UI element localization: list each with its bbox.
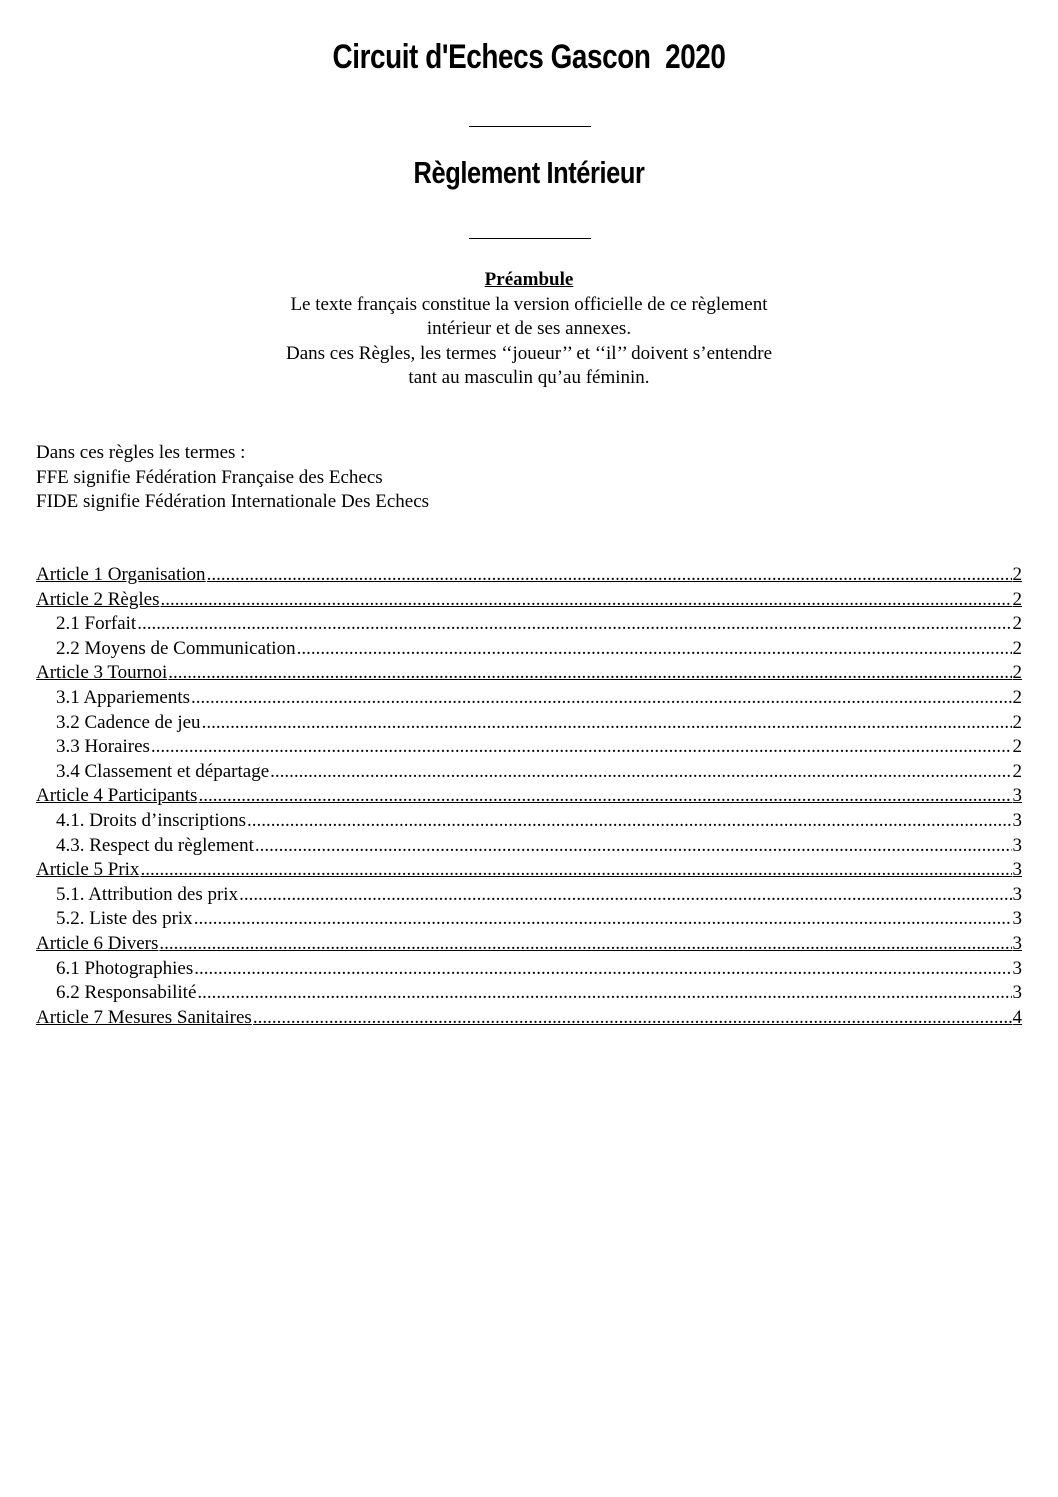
toc-page-number: 2 xyxy=(1012,686,1022,708)
toc-page-number: 2 xyxy=(1012,736,1022,758)
table-of-contents xyxy=(36,563,1022,1030)
toc-section-link[interactable] xyxy=(36,612,1022,637)
toc-section-link[interactable] xyxy=(36,735,1022,760)
toc-leader-dots xyxy=(198,784,1011,809)
definition-fide: FIDE signifie Fédération Internationale Des Echecs xyxy=(36,491,430,512)
toc-leader-dots xyxy=(197,981,1011,1006)
toc-entry-label: 6.1 Photographies xyxy=(56,957,194,979)
toc-section-link[interactable] xyxy=(36,883,1022,908)
toc-leader-dots xyxy=(137,612,1011,637)
preamble-line: Le texte français constitue la version officielle de ce règlement xyxy=(290,293,768,315)
toc-leader-dots xyxy=(255,834,1012,859)
toc-page-number: 2 xyxy=(1012,711,1022,733)
toc-page-number: 2 xyxy=(1012,588,1022,610)
toc-section-link[interactable] xyxy=(36,760,1022,785)
toc-entry-label: Article 5 Prix xyxy=(36,859,140,881)
toc-page-number: 3 xyxy=(1012,883,1022,905)
preamble-heading: Préambule xyxy=(484,269,574,290)
toc-entry-label: 2.1 Forfait xyxy=(56,613,137,635)
toc-page-number: 2 xyxy=(1012,613,1022,635)
toc-entry-label: 4.1. Droits d’inscriptions xyxy=(56,809,246,831)
document-subtitle: Règlement Intérieur xyxy=(413,155,645,190)
toc-page-number: 3 xyxy=(1012,982,1022,1004)
preamble-line: Dans ces Règles, les termes ‘‘joueur’’ et ‘‘il’’ doivent s’entendre xyxy=(285,342,773,364)
preamble-line: intérieur et de ses annexes. xyxy=(426,318,632,339)
toc-page-number: 2 xyxy=(1012,662,1022,684)
toc-section-link[interactable] xyxy=(36,981,1022,1006)
toc-section-link[interactable] xyxy=(36,809,1022,834)
toc-page-number: 4 xyxy=(1012,1006,1022,1028)
toc-leader-dots xyxy=(159,932,1011,957)
toc-leader-dots xyxy=(194,957,1011,982)
toc-article-link[interactable] xyxy=(36,1006,1022,1031)
toc-page-number: 2 xyxy=(1012,564,1022,585)
toc-leader-dots xyxy=(168,661,1011,686)
toc-entry-label: Article 4 Participants xyxy=(36,785,198,807)
toc-page-number: 3 xyxy=(1012,908,1022,930)
toc-leader-dots xyxy=(247,809,1012,834)
toc-entry-label: Article 6 Divers xyxy=(36,932,159,954)
toc-entry-label: 3.2 Cadence de jeu xyxy=(56,711,201,733)
toc-leader-dots xyxy=(191,686,1011,711)
toc-leader-dots xyxy=(202,711,1012,736)
toc-page-number: 3 xyxy=(1012,785,1022,807)
toc-leader-dots xyxy=(253,1006,1012,1031)
toc-leader-dots xyxy=(140,858,1011,883)
toc-leader-dots xyxy=(297,637,1012,662)
toc-leader-dots xyxy=(160,588,1011,613)
toc-leader-dots xyxy=(239,883,1011,908)
toc-entry-label: 3.3 Horaires xyxy=(56,736,150,758)
toc-entry-label: 5.2. Liste des prix xyxy=(56,908,193,930)
toc-leader-dots xyxy=(207,563,1012,588)
toc-page-number: 3 xyxy=(1012,957,1022,979)
toc-entry-label: 3.1 Appariements xyxy=(56,686,191,708)
toc-article-link[interactable] xyxy=(36,784,1022,809)
toc-entry-label: 2.2 Moyens de Communication xyxy=(56,637,296,659)
toc-section-link[interactable] xyxy=(36,957,1022,982)
title-divider xyxy=(469,126,591,127)
toc-page-number: 2 xyxy=(1012,637,1022,659)
toc-article-link[interactable] xyxy=(36,858,1022,883)
toc-leader-dots xyxy=(270,760,1011,785)
toc-article-link[interactable] xyxy=(36,661,1022,686)
definitions xyxy=(36,441,429,515)
preamble xyxy=(0,268,1058,391)
subtitle-divider xyxy=(469,238,591,239)
toc-page-number: 2 xyxy=(1012,760,1022,782)
toc-entry-label: 3.4 Classement et départage xyxy=(56,760,270,782)
toc-page-number: 3 xyxy=(1012,859,1022,881)
toc-leader-dots xyxy=(151,735,1012,760)
toc-section-link[interactable] xyxy=(36,907,1022,932)
toc-entry-label: 4.3. Respect du règlement xyxy=(56,834,254,856)
preamble-line: tant au masculin qu’au féminin. xyxy=(408,367,650,388)
toc-section-link[interactable] xyxy=(36,711,1022,736)
toc-section-link[interactable] xyxy=(36,637,1022,662)
toc-section-link[interactable] xyxy=(36,686,1022,711)
toc-page-number: 3 xyxy=(1012,834,1022,856)
toc-section-link[interactable] xyxy=(36,834,1022,859)
toc-article-link[interactable] xyxy=(36,563,1022,588)
toc-page-number: 3 xyxy=(1012,932,1022,954)
toc-entry-label: 5.1. Attribution des prix xyxy=(56,883,239,905)
definitions-intro: Dans ces règles les termes : xyxy=(36,442,246,463)
toc-leader-dots xyxy=(194,907,1012,932)
toc-article-link[interactable] xyxy=(36,588,1022,613)
toc-entry-label: Article 3 Tournoi xyxy=(36,662,168,684)
document-title: Circuit d'Echecs Gascon 2020 xyxy=(332,38,726,76)
toc-article-link[interactable] xyxy=(36,932,1022,957)
toc-entry-label: Article 1 Organisation xyxy=(36,564,206,585)
toc-entry-label: Article 7 Mesures Sanitaires xyxy=(36,1006,252,1028)
toc-entry-label: 6.2 Responsabilité xyxy=(56,982,197,1004)
toc-page-number: 3 xyxy=(1012,809,1022,831)
toc-entry-label: Article 2 Règles xyxy=(36,588,160,610)
definition-ffe: FFE signifie Fédération Française des Echecs xyxy=(36,466,383,488)
